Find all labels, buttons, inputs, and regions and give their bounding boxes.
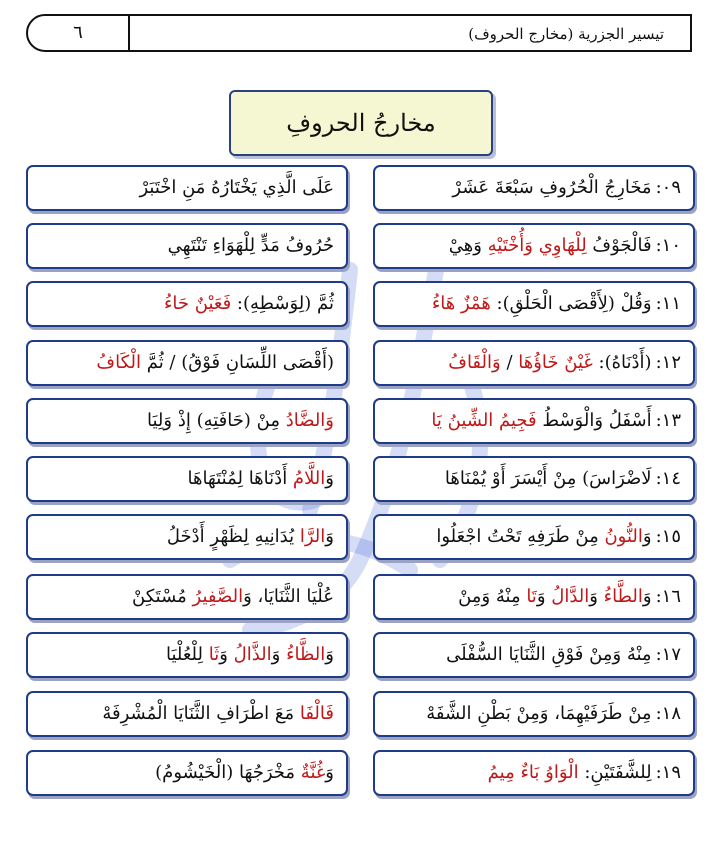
verse-row (0, 223, 720, 269)
verse-text: مِنْ طَرَفَيْهِمَا، وَمِنْ بَطْنِ الشَّفَهْ (426, 703, 652, 724)
verse-row (0, 514, 720, 560)
verse-text: وَ (589, 586, 604, 607)
verse-number: ١٤: (655, 468, 681, 489)
book-title: تيسير الجزرية (مخارج الحروف) (468, 25, 664, 43)
verse-text: (أَدْنَاهُ): (592, 352, 652, 373)
letter-highlight: الظَّاءُ (286, 644, 326, 665)
verse-number: ١٥: (655, 526, 681, 547)
verse-text: مَخَارِجُ الْحُرُوفِ سَبْعَةَ عَشَرْ (452, 177, 652, 198)
verse-second-hemistich (26, 340, 348, 386)
header-divider (128, 16, 130, 50)
verse-text: عُلْيَا الثَّنَايَا، وَ (243, 586, 334, 607)
verse-second-hemistich (26, 165, 348, 211)
verse-text: لِلْعُلْيَا (166, 644, 209, 665)
verse-text: وَ (642, 586, 652, 607)
verse-row (0, 750, 720, 796)
verse-text: وَهِيْ (448, 235, 488, 256)
letter-highlight: اللَّامُ (292, 468, 326, 489)
verse-text: مِنْهُ وَمِنْ فَوْقِ الثَّنَايَا السُّفْلَى (446, 644, 652, 665)
verse-text: فَالْجَوْفُ (586, 235, 652, 256)
verse-first-hemistich (373, 165, 695, 211)
verse-second-hemistich (26, 750, 348, 796)
verse-text: مُسْتَكِنْ (132, 586, 193, 607)
verse-row (0, 281, 720, 327)
letter-highlight: الْوَاوُ بَاءٌ مِيمُ (487, 762, 579, 783)
verse-number: ١٧: (655, 644, 681, 665)
letter-highlight: وَالْقَافُ (448, 352, 501, 373)
verse-number: ١٩: (655, 762, 681, 783)
verse-text: وَ (219, 644, 234, 665)
verse-text: وَ (271, 644, 287, 665)
letter-highlight: فَجِيمُ الشِّينُ يَا (431, 410, 537, 431)
verse-second-hemistich (26, 574, 348, 620)
verse-second-hemistich (26, 456, 348, 502)
verse-text: مَخْرَجُهَا (الْخَيْشُومُ) (155, 762, 301, 783)
letter-highlight: هَمْزٌ هَاءُ (431, 293, 491, 314)
verse-first-hemistich (373, 574, 695, 620)
letter-highlight: الصَّفِيرُ (192, 586, 244, 607)
verse-text: عَلَى الَّذِي يَخْتَارُهُ مَنِ اخْتَبَرْ (139, 177, 334, 198)
letter-highlight: الرَّا (299, 526, 326, 547)
verse-text: وَقُلْ (لِأَقْصَى الْحَلْقِ): (490, 293, 652, 314)
verse-row (0, 340, 720, 386)
verse-text: وَ (325, 644, 334, 665)
section-title: مخارجُ الحروفِ (229, 90, 493, 156)
verse-first-hemistich (373, 398, 695, 444)
verse-text: يُدَانِيهِ لِظَهْرٍ أَدْخَلُ (166, 526, 300, 547)
verse-row (0, 632, 720, 678)
verse-text: أَسْفَلُ وَالْوَسْطُ (536, 410, 652, 431)
verse-row (0, 165, 720, 211)
letter-highlight: لِلْهَاوِي وَأُخْتَيْهِ (487, 235, 587, 256)
verse-text: وَ (325, 762, 334, 783)
letter-highlight: ثَا (208, 644, 220, 665)
verse-text: وَ (325, 526, 334, 547)
letter-highlight: النُّونُ (604, 526, 643, 547)
letter-highlight: الذَّالُ (233, 644, 272, 665)
verse-row (0, 398, 720, 444)
verse-number: ١٣: (655, 410, 681, 431)
page-header (26, 14, 692, 52)
verse-text: (أَقْصَى اللِّسَانِ فَوْقُ) / ثُمَّ (141, 352, 334, 373)
verse-row (0, 691, 720, 737)
verse-number: ١٠: (655, 235, 681, 256)
verse-row (0, 574, 720, 620)
verse-text: لِلشَّفَتَيْنِ: (578, 762, 652, 783)
letter-highlight: وَالضَّادُ (285, 410, 334, 431)
verse-second-hemistich (26, 632, 348, 678)
verse-number: ١٦: (655, 586, 681, 607)
verse-first-hemistich (373, 514, 695, 560)
verse-number: ١١: (655, 293, 681, 314)
letter-highlight: الطَّاءُ (603, 586, 643, 607)
verse-number: ١٨: (655, 703, 681, 724)
verse-text: / (500, 352, 519, 373)
verse-row (0, 456, 720, 502)
verse-text: أَدْنَاهَا لِمُنْتَهَاهَا (187, 468, 293, 489)
letter-highlight: فَالْفَا (299, 703, 334, 724)
verse-text: مَعَ اطْرَافِ الثَّنَايَا الْمُشْرِفَهْ (102, 703, 300, 724)
verse-second-hemistich (26, 398, 348, 444)
verse-text: لَاضْرَاسَ) مِنْ أَيْسَرَ أَوْ يُمْنَاهَا (444, 468, 652, 489)
letter-highlight: الْكَافُ (96, 352, 141, 373)
verse-first-hemistich (373, 340, 695, 386)
verse-first-hemistich (373, 632, 695, 678)
verse-first-hemistich (373, 223, 695, 269)
verse-text: حُرُوفُ مَدٍّ لِلْهَوَاءِ تَنْتَهِي (167, 235, 334, 256)
page-number: ٦ (73, 22, 83, 43)
letter-highlight: تَا (526, 586, 537, 607)
verse-text: مِنْهُ وَمِنْ (458, 586, 527, 607)
verse-number: ١٢: (655, 352, 681, 373)
letter-highlight: غَيْنٌ خَاؤُهَا (518, 352, 593, 373)
verse-text: مِنْ طَرَفِهِ تَحْتُ اجْعَلُوا (436, 526, 605, 547)
verse-text: وَ (325, 468, 334, 489)
verse-first-hemistich (373, 750, 695, 796)
letter-highlight: غُنَّةٌ (300, 762, 326, 783)
verse-number: ٠٩: (655, 177, 681, 198)
verse-first-hemistich (373, 456, 695, 502)
verse-second-hemistich (26, 281, 348, 327)
verse-second-hemistich (26, 514, 348, 560)
verse-second-hemistich (26, 691, 348, 737)
verse-first-hemistich (373, 281, 695, 327)
verse-second-hemistich (26, 223, 348, 269)
verse-text: وَ (536, 586, 552, 607)
letter-highlight: الدَّالُ (551, 586, 590, 607)
verse-text: وَ (642, 526, 652, 547)
letter-highlight: فَعَيْنٌ حَاءُ (163, 293, 232, 314)
verse-text: ثُمَّ (لِوَسْطِهِ): (231, 293, 334, 314)
verse-first-hemistich (373, 691, 695, 737)
verse-text: مِنْ (حَافَتِهِ) إِذْ وَلِيَا (147, 410, 286, 431)
